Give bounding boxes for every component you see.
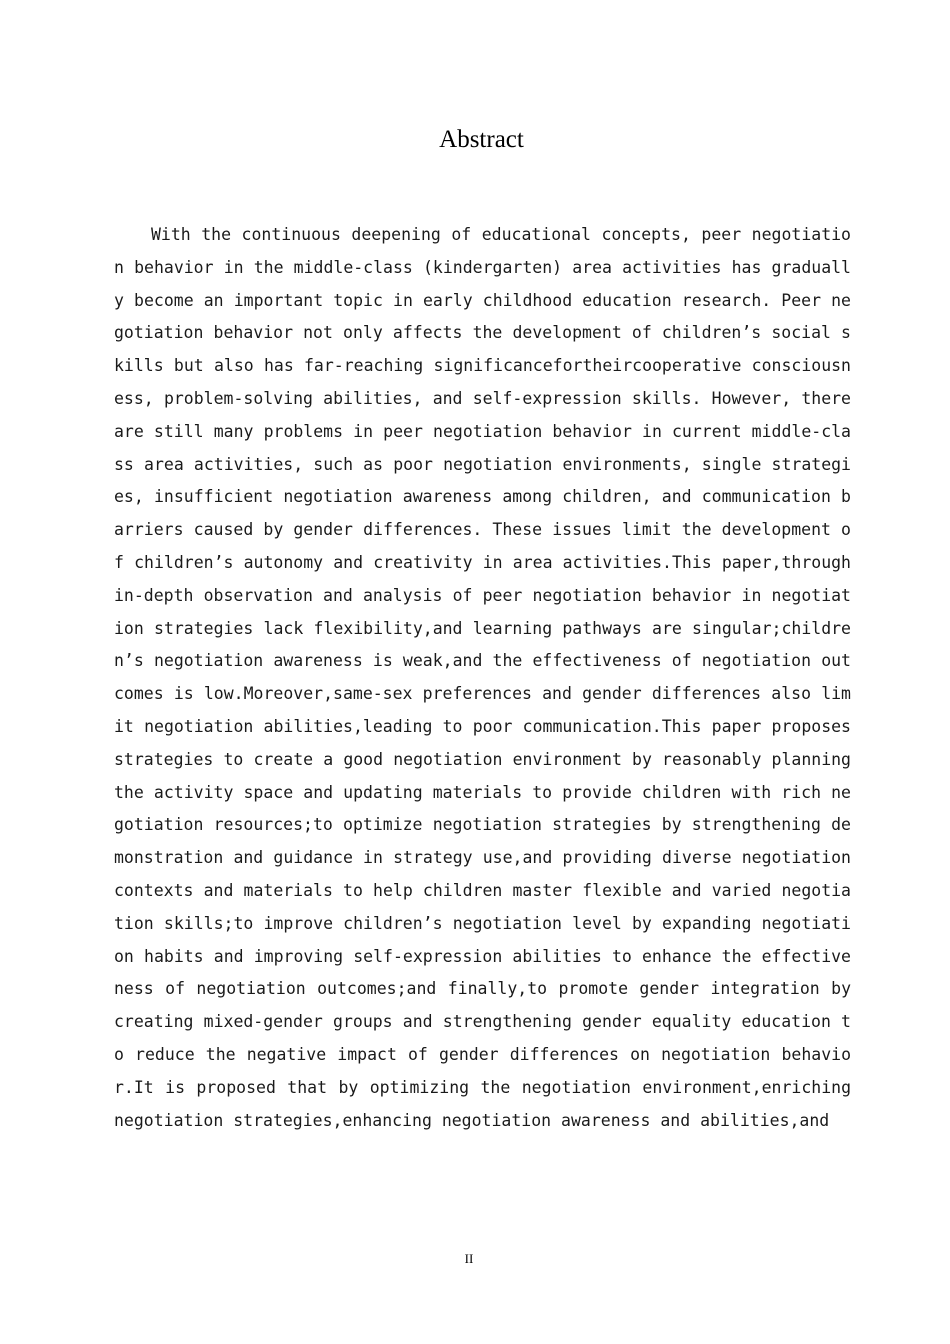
page-title: Abstract: [439, 126, 524, 153]
page-number: II: [464, 1251, 474, 1266]
abstract-paragraph: With the continuous deepening of educational concepts, peer negotiation behavior in the middle-class (kindergarten) area activities has gradually become an important topic in early childhood education research. Peer negotiation behavior not only affects the development of children’s social skills but also has far-reaching significancefortheircooperative consciousness, problem-solving abilities, and self-expression skills. However, there are still many problems in peer negotiation behavior in current middle-class area activities, such as poor negotiation environments, single strategies, insufficient negotiation awareness among children, and communication barriers caused by gender differences. These issues limit the development of children’s autonomy and creativity in area activities.This paper,through in-depth observation and analysis of peer negotiation behavior in negotiation strategies lack flexibility,and learning pathways are singular;children’s negotiation awareness is weak,and the effectiveness of negotiation outcomes is low.Moreover,same-sex preferences and gender differences also limit negotiation abilities,leading to poor communication.This paper proposes strategies to create a good negotiation environment by reasonably planning the activity space and updating materials to provide children with rich negotiation resources;to optimize negotiation strategies by strengthening demonstration and guidance in strategy use,and providing diverse negotiation contexts and materials to help children master flexible and varied negotiation skills;to improve children’s negotiation level by expanding negotiation habits and improving self-expression abilities to enhance the effectiveness of negotiation outcomes;and finally,to promote gender integration by creating mixed-gender groups and strengthening gender equality education to reduce the negative impact of gender differences on negotiation behavior.It is proposed that by optimizing the negotiation environment,enriching negotiation strategies,enhancing negotiation awareness and abilities,and: [114, 225, 851, 1130]
